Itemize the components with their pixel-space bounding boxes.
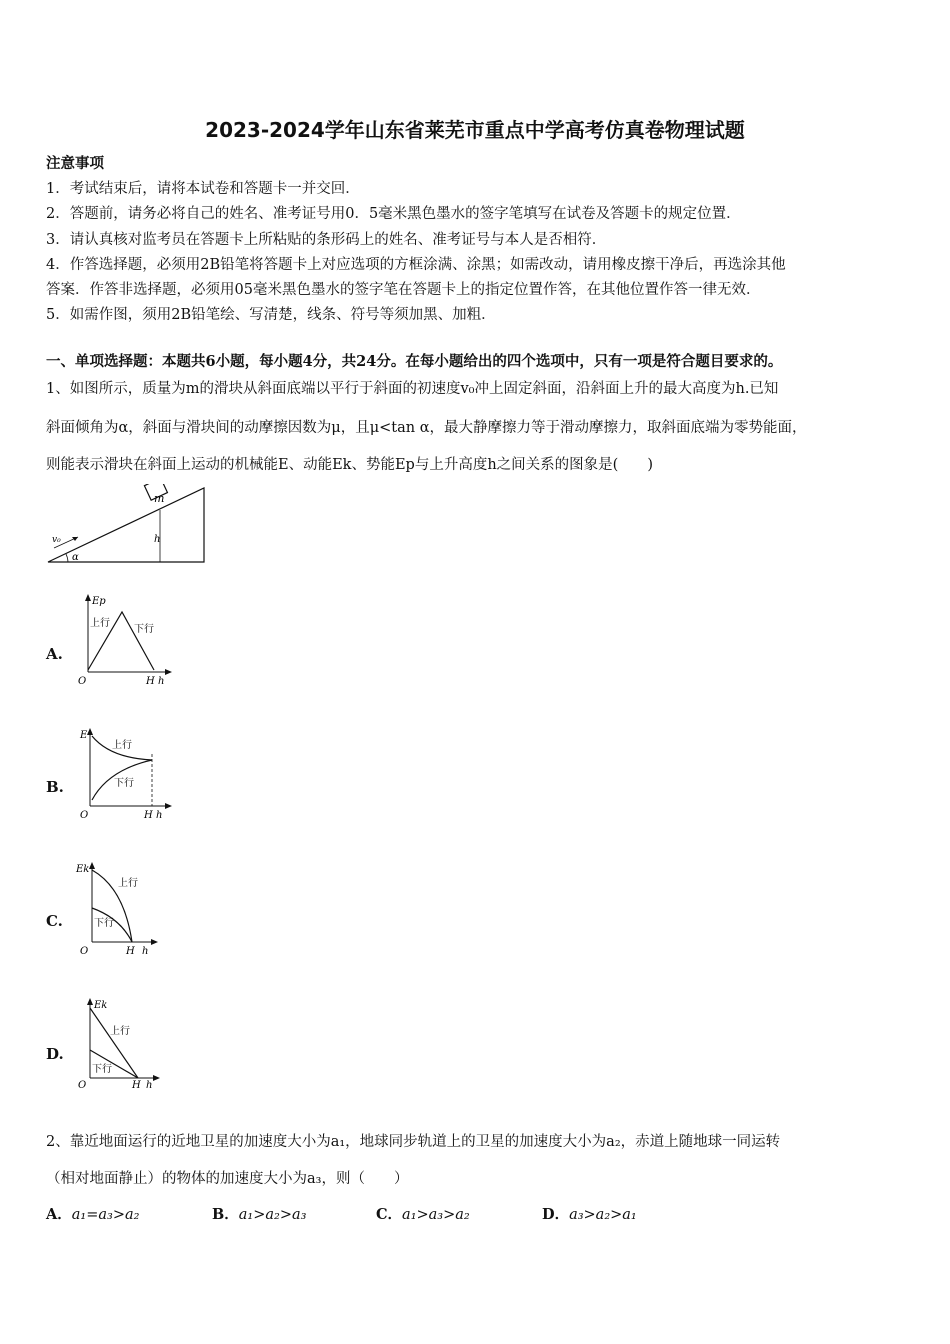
- option-a-graph[interactable]: [74, 590, 174, 690]
- origin-label: O: [78, 1080, 87, 1091]
- page-title: 2023-2024学年山东省莱芜市重点中学高考仿真卷物理试题: [205, 118, 745, 142]
- down-label: 下行: [92, 1064, 112, 1075]
- angle-label: α: [72, 552, 79, 563]
- option-a-label[interactable]: A.: [46, 645, 63, 663]
- notice-item: 1．考试结束后，请将本试卷和答题卡一并交回．: [46, 181, 360, 197]
- notice-item: 5．如需作图，须用2B铅笔绘、写清楚，线条、符号等须加黑、加粗．: [46, 307, 496, 323]
- q2-option-d-text: a₃>a₂>a₁: [569, 1207, 637, 1223]
- velocity-label: v₀: [52, 535, 61, 545]
- notice-heading: 注意事项: [46, 155, 104, 172]
- incline-figure: [44, 484, 214, 568]
- H-label: H: [146, 676, 155, 687]
- h-label: h: [146, 1080, 153, 1091]
- h-label: h: [156, 810, 163, 821]
- height-label: h: [154, 534, 161, 545]
- q2-option-c[interactable]: [376, 1203, 470, 1224]
- option-c-label[interactable]: C.: [46, 912, 63, 930]
- q2-option-d[interactable]: [542, 1203, 637, 1224]
- origin-label: O: [80, 810, 89, 821]
- q2-option-a-text: a₁=a₃>a₂: [71, 1207, 140, 1223]
- q2-option-b[interactable]: [212, 1203, 306, 1224]
- option-c-graph[interactable]: [74, 858, 164, 958]
- q2-line2: （相对地面静止）的物体的加速度大小为a₃，则（ ）: [46, 1171, 409, 1187]
- notice-item: 3．请认真核对监考员在答题卡上所粘贴的条形码上的姓名、准考证号与本人是否相符．: [46, 232, 607, 248]
- ylabel: Ek: [94, 1000, 108, 1011]
- q2-option-c-text: a₁>a₃>a₂: [402, 1207, 470, 1223]
- up-label: 上行: [112, 740, 132, 751]
- down-label: 下行: [114, 778, 134, 789]
- H-label: H: [132, 1080, 141, 1091]
- option-d-label[interactable]: D.: [46, 1045, 64, 1063]
- q2-option-d-label: D．: [542, 1206, 570, 1223]
- up-label: 上行: [110, 1026, 130, 1037]
- option-b-graph[interactable]: [74, 724, 174, 824]
- origin-label: O: [78, 676, 87, 687]
- block-label: m: [154, 492, 165, 505]
- up-label: 上行: [90, 618, 110, 629]
- down-label: 下行: [134, 624, 154, 635]
- section-heading: 一、单项选择题：本题共6小题，每小题4分，共24分。在每小题给出的四个选项中，只有一项是符合题目要求的。: [46, 353, 783, 370]
- h-label: h: [158, 676, 165, 687]
- q1-line3: 则能表示滑块在斜面上运动的机械能E、动能Ek、势能Ep与上升高度h之间关系的图象是( ): [46, 457, 653, 473]
- option-b-label[interactable]: B.: [46, 778, 64, 796]
- up-label: 上行: [118, 878, 138, 889]
- origin-label: O: [80, 946, 89, 957]
- q2-option-c-label: C．: [376, 1206, 403, 1223]
- notice-item: 答案．作答非选择题，必须用05毫米黑色墨水的签字笔在答题卡上的指定位置作答，在其他位置作答一律无效．: [46, 282, 761, 298]
- q2-option-a[interactable]: [46, 1203, 139, 1224]
- q1-line2: 斜面倾角为α，斜面与滑块间的动摩擦因数为μ，且μ<tan α，最大静摩擦力等于滑动摩擦力，取斜面底端为零势能面，: [46, 420, 807, 436]
- H-label: H: [144, 810, 153, 821]
- ylabel: Ep: [92, 596, 106, 607]
- H-label: H: [126, 946, 135, 957]
- h-label: h: [142, 946, 149, 957]
- q2-option-a-label: A．: [46, 1206, 72, 1223]
- q1-line1: 1、如图所示，质量为m的滑块从斜面底端以平行于斜面的初速度v₀冲上固定斜面，沿斜面上升的最大高度为h.已知: [46, 381, 779, 397]
- q2-option-b-text: a₁>a₂>a₃: [238, 1207, 307, 1223]
- q2-option-b-label: B．: [212, 1206, 239, 1223]
- notice-item: 2．答题前，请务必将自己的姓名、准考证号用0．5毫米黑色墨水的签字笔填写在试卷及答题卡的规定位置．: [46, 206, 741, 222]
- notice-item: 4．作答选择题，必须用2B铅笔将答题卡上对应选项的方框涂满、涂黑；如需改动，请用橡皮擦干净后，再选涂其他: [46, 257, 786, 273]
- q2-line1: 2、靠近地面运行的近地卫星的加速度大小为a₁，地球同步轨道上的卫星的加速度大小为a₂，赤道上随地球一同运转: [46, 1134, 781, 1150]
- down-label: 下行: [94, 918, 114, 929]
- ylabel: Ek: [76, 864, 90, 875]
- ylabel: E: [80, 730, 88, 741]
- option-d-graph[interactable]: [74, 994, 164, 1094]
